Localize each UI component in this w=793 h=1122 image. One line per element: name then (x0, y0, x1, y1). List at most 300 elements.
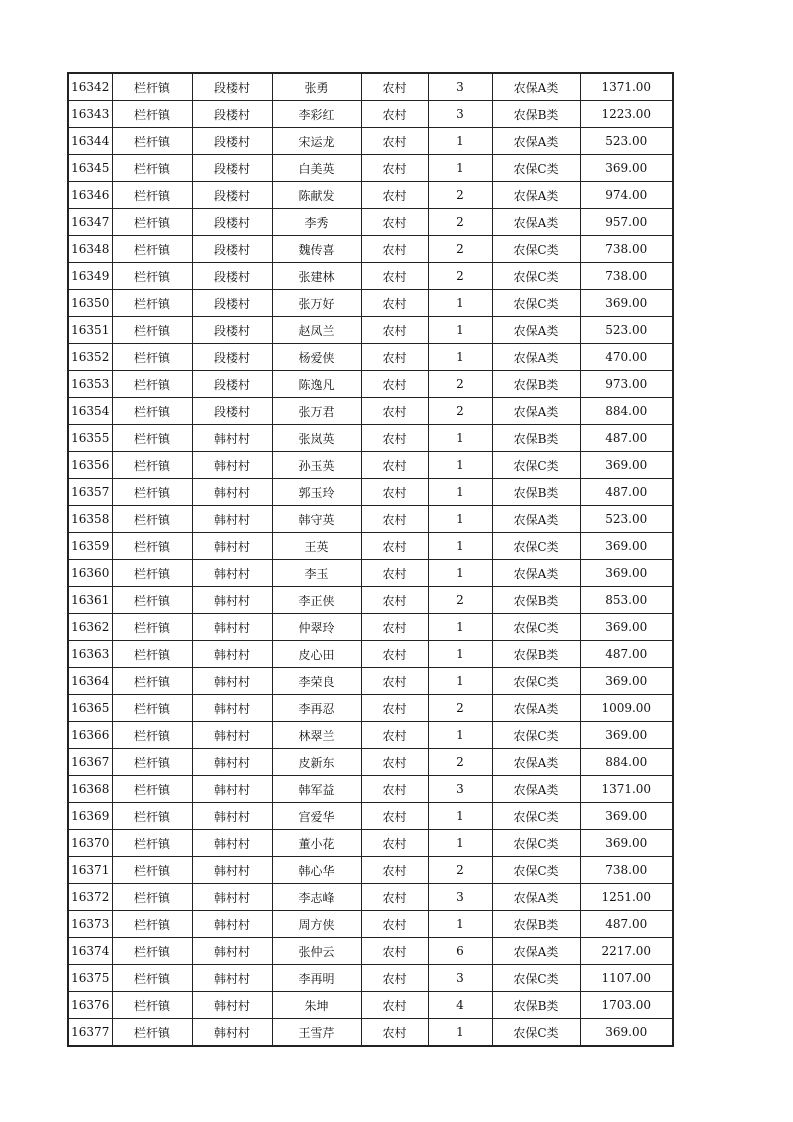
amount-cell: 1703.00 (580, 992, 673, 1019)
record-id-cell: 16360 (68, 560, 112, 587)
insurance-category-cell: 农保B类 (492, 587, 580, 614)
record-id-cell: 16352 (68, 344, 112, 371)
town-cell: 栏杆镇 (112, 722, 192, 749)
name-cell: 皮心田 (272, 641, 361, 668)
household-count-cell: 1 (428, 668, 492, 695)
insurance-category-cell: 农保B类 (492, 479, 580, 506)
record-id-cell: 16344 (68, 128, 112, 155)
record-id-cell: 16359 (68, 533, 112, 560)
insurance-category-cell: 农保C类 (492, 614, 580, 641)
amount-cell: 369.00 (580, 668, 673, 695)
name-cell: 张万好 (272, 290, 361, 317)
household-count-cell: 3 (428, 776, 492, 803)
amount-cell: 523.00 (580, 506, 673, 533)
village-cell: 段楼村 (192, 236, 272, 263)
table-row (68, 884, 673, 911)
area-type-cell: 农村 (361, 425, 428, 452)
table-row (68, 209, 673, 236)
village-cell: 韩村村 (192, 803, 272, 830)
area-type-cell: 农村 (361, 371, 428, 398)
name-cell: 王雪芹 (272, 1019, 361, 1047)
insurance-category-cell: 农保A类 (492, 209, 580, 236)
insurance-category-cell: 农保C类 (492, 290, 580, 317)
household-count-cell: 2 (428, 263, 492, 290)
record-id-cell: 16343 (68, 101, 112, 128)
amount-cell: 738.00 (580, 857, 673, 884)
household-count-cell: 2 (428, 695, 492, 722)
name-cell: 皮新东 (272, 749, 361, 776)
town-cell: 栏杆镇 (112, 479, 192, 506)
village-cell: 韩村村 (192, 533, 272, 560)
name-cell: 韩军益 (272, 776, 361, 803)
village-cell: 段楼村 (192, 290, 272, 317)
village-cell: 段楼村 (192, 317, 272, 344)
amount-cell: 369.00 (580, 290, 673, 317)
insurance-category-cell: 农保A类 (492, 776, 580, 803)
household-count-cell: 2 (428, 209, 492, 236)
household-count-cell: 2 (428, 749, 492, 776)
insurance-category-cell: 农保B类 (492, 911, 580, 938)
area-type-cell: 农村 (361, 128, 428, 155)
insurance-category-cell: 农保C类 (492, 857, 580, 884)
household-count-cell: 1 (428, 452, 492, 479)
insurance-category-cell: 农保A类 (492, 938, 580, 965)
amount-cell: 369.00 (580, 155, 673, 182)
amount-cell: 470.00 (580, 344, 673, 371)
record-id-cell: 16356 (68, 452, 112, 479)
amount-cell: 487.00 (580, 641, 673, 668)
name-cell: 韩守英 (272, 506, 361, 533)
village-cell: 段楼村 (192, 209, 272, 236)
amount-cell: 369.00 (580, 722, 673, 749)
household-count-cell: 2 (428, 371, 492, 398)
village-cell: 韩村村 (192, 911, 272, 938)
insurance-category-cell: 农保C类 (492, 965, 580, 992)
name-cell: 周方侠 (272, 911, 361, 938)
name-cell: 张万君 (272, 398, 361, 425)
record-id-cell: 16350 (68, 290, 112, 317)
village-cell: 段楼村 (192, 371, 272, 398)
amount-cell: 1107.00 (580, 965, 673, 992)
insurance-category-cell: 农保A类 (492, 506, 580, 533)
town-cell: 栏杆镇 (112, 101, 192, 128)
table-row (68, 452, 673, 479)
village-cell: 韩村村 (192, 641, 272, 668)
insurance-category-cell: 农保C类 (492, 236, 580, 263)
name-cell: 张建林 (272, 263, 361, 290)
town-cell: 栏杆镇 (112, 371, 192, 398)
table-row (68, 776, 673, 803)
table-row (68, 641, 673, 668)
town-cell: 栏杆镇 (112, 344, 192, 371)
table-row (68, 668, 673, 695)
insurance-category-cell: 农保A类 (492, 73, 580, 101)
name-cell: 白美英 (272, 155, 361, 182)
insurance-category-cell: 农保A类 (492, 749, 580, 776)
table-row (68, 398, 673, 425)
area-type-cell: 农村 (361, 830, 428, 857)
insurance-category-cell: 农保C类 (492, 452, 580, 479)
table-row (68, 290, 673, 317)
table-row (68, 182, 673, 209)
amount-cell: 487.00 (580, 911, 673, 938)
record-id-cell: 16349 (68, 263, 112, 290)
table-row (68, 73, 673, 101)
table-row (68, 371, 673, 398)
record-id-cell: 16347 (68, 209, 112, 236)
insurance-category-cell: 农保C类 (492, 155, 580, 182)
insurance-category-cell: 农保B类 (492, 641, 580, 668)
record-id-cell: 16346 (68, 182, 112, 209)
village-cell: 段楼村 (192, 101, 272, 128)
amount-cell: 523.00 (580, 317, 673, 344)
table-row (68, 1019, 673, 1047)
household-count-cell: 1 (428, 506, 492, 533)
town-cell: 栏杆镇 (112, 560, 192, 587)
record-id-cell: 16364 (68, 668, 112, 695)
area-type-cell: 农村 (361, 317, 428, 344)
amount-cell: 738.00 (580, 236, 673, 263)
town-cell: 栏杆镇 (112, 1019, 192, 1047)
village-cell: 韩村村 (192, 965, 272, 992)
area-type-cell: 农村 (361, 209, 428, 236)
area-type-cell: 农村 (361, 695, 428, 722)
name-cell: 朱坤 (272, 992, 361, 1019)
table-row (68, 722, 673, 749)
village-cell: 韩村村 (192, 425, 272, 452)
household-count-cell: 1 (428, 641, 492, 668)
amount-cell: 1251.00 (580, 884, 673, 911)
town-cell: 栏杆镇 (112, 776, 192, 803)
table-body (68, 73, 673, 1046)
table-row (68, 344, 673, 371)
town-cell: 栏杆镇 (112, 317, 192, 344)
name-cell: 孙玉英 (272, 452, 361, 479)
name-cell: 李秀 (272, 209, 361, 236)
amount-cell: 369.00 (580, 533, 673, 560)
area-type-cell: 农村 (361, 101, 428, 128)
table-row (68, 965, 673, 992)
name-cell: 陈逸凡 (272, 371, 361, 398)
area-type-cell: 农村 (361, 155, 428, 182)
table-row (68, 695, 673, 722)
amount-cell: 369.00 (580, 560, 673, 587)
area-type-cell: 农村 (361, 560, 428, 587)
area-type-cell: 农村 (361, 1019, 428, 1047)
insurance-category-cell: 农保A类 (492, 884, 580, 911)
household-count-cell: 1 (428, 533, 492, 560)
amount-cell: 369.00 (580, 830, 673, 857)
town-cell: 栏杆镇 (112, 263, 192, 290)
town-cell: 栏杆镇 (112, 290, 192, 317)
area-type-cell: 农村 (361, 884, 428, 911)
village-cell: 韩村村 (192, 695, 272, 722)
name-cell: 张勇 (272, 73, 361, 101)
town-cell: 栏杆镇 (112, 641, 192, 668)
record-id-cell: 16361 (68, 587, 112, 614)
household-count-cell: 1 (428, 911, 492, 938)
table-row (68, 425, 673, 452)
record-id-cell: 16351 (68, 317, 112, 344)
village-cell: 韩村村 (192, 857, 272, 884)
area-type-cell: 农村 (361, 344, 428, 371)
amount-cell: 884.00 (580, 398, 673, 425)
insurance-category-cell: 农保A类 (492, 317, 580, 344)
amount-cell: 957.00 (580, 209, 673, 236)
insurance-category-cell: 农保C类 (492, 533, 580, 560)
household-count-cell: 2 (428, 236, 492, 263)
insurance-category-cell: 农保C类 (492, 722, 580, 749)
town-cell: 栏杆镇 (112, 992, 192, 1019)
table-row (68, 155, 673, 182)
town-cell: 栏杆镇 (112, 965, 192, 992)
table-row (68, 479, 673, 506)
table-row (68, 263, 673, 290)
household-count-cell: 1 (428, 803, 492, 830)
name-cell: 张岚英 (272, 425, 361, 452)
town-cell: 栏杆镇 (112, 128, 192, 155)
household-count-cell: 2 (428, 587, 492, 614)
amount-cell: 369.00 (580, 803, 673, 830)
record-id-cell: 16369 (68, 803, 112, 830)
insurance-category-cell: 农保A类 (492, 182, 580, 209)
town-cell: 栏杆镇 (112, 587, 192, 614)
village-cell: 韩村村 (192, 722, 272, 749)
amount-cell: 487.00 (580, 479, 673, 506)
village-cell: 韩村村 (192, 749, 272, 776)
household-count-cell: 1 (428, 722, 492, 749)
town-cell: 栏杆镇 (112, 911, 192, 938)
record-id-cell: 16370 (68, 830, 112, 857)
area-type-cell: 农村 (361, 614, 428, 641)
table-row (68, 101, 673, 128)
amount-cell: 2217.00 (580, 938, 673, 965)
name-cell: 董小花 (272, 830, 361, 857)
household-count-cell: 1 (428, 560, 492, 587)
town-cell: 栏杆镇 (112, 155, 192, 182)
table-row (68, 911, 673, 938)
table-row (68, 830, 673, 857)
area-type-cell: 农村 (361, 749, 428, 776)
town-cell: 栏杆镇 (112, 614, 192, 641)
area-type-cell: 农村 (361, 911, 428, 938)
area-type-cell: 农村 (361, 73, 428, 101)
town-cell: 栏杆镇 (112, 857, 192, 884)
table-row (68, 938, 673, 965)
name-cell: 宋运龙 (272, 128, 361, 155)
town-cell: 栏杆镇 (112, 938, 192, 965)
data-table (67, 72, 674, 1047)
name-cell: 宫爱华 (272, 803, 361, 830)
town-cell: 栏杆镇 (112, 209, 192, 236)
household-count-cell: 1 (428, 128, 492, 155)
area-type-cell: 农村 (361, 641, 428, 668)
record-id-cell: 16376 (68, 992, 112, 1019)
household-count-cell: 1 (428, 425, 492, 452)
area-type-cell: 农村 (361, 479, 428, 506)
household-count-cell: 3 (428, 965, 492, 992)
village-cell: 韩村村 (192, 668, 272, 695)
table-row (68, 749, 673, 776)
amount-cell: 1371.00 (580, 776, 673, 803)
area-type-cell: 农村 (361, 803, 428, 830)
town-cell: 栏杆镇 (112, 884, 192, 911)
town-cell: 栏杆镇 (112, 533, 192, 560)
record-id-cell: 16373 (68, 911, 112, 938)
village-cell: 韩村村 (192, 992, 272, 1019)
household-count-cell: 1 (428, 344, 492, 371)
record-id-cell: 16355 (68, 425, 112, 452)
record-id-cell: 16365 (68, 695, 112, 722)
table-row (68, 533, 673, 560)
town-cell: 栏杆镇 (112, 749, 192, 776)
town-cell: 栏杆镇 (112, 506, 192, 533)
village-cell: 韩村村 (192, 830, 272, 857)
household-count-cell: 1 (428, 155, 492, 182)
town-cell: 栏杆镇 (112, 695, 192, 722)
table-row (68, 236, 673, 263)
household-count-cell: 3 (428, 884, 492, 911)
town-cell: 栏杆镇 (112, 425, 192, 452)
area-type-cell: 农村 (361, 722, 428, 749)
household-count-cell: 1 (428, 1019, 492, 1047)
town-cell: 栏杆镇 (112, 668, 192, 695)
area-type-cell: 农村 (361, 290, 428, 317)
record-id-cell: 16371 (68, 857, 112, 884)
area-type-cell: 农村 (361, 938, 428, 965)
household-count-cell: 4 (428, 992, 492, 1019)
insurance-category-cell: 农保C类 (492, 263, 580, 290)
area-type-cell: 农村 (361, 668, 428, 695)
record-id-cell: 16368 (68, 776, 112, 803)
record-id-cell: 16372 (68, 884, 112, 911)
village-cell: 段楼村 (192, 398, 272, 425)
village-cell: 韩村村 (192, 614, 272, 641)
village-cell: 韩村村 (192, 938, 272, 965)
area-type-cell: 农村 (361, 182, 428, 209)
name-cell: 陈献发 (272, 182, 361, 209)
household-count-cell: 2 (428, 182, 492, 209)
village-cell: 段楼村 (192, 128, 272, 155)
record-id-cell: 16375 (68, 965, 112, 992)
record-id-cell: 16354 (68, 398, 112, 425)
table-row (68, 803, 673, 830)
insurance-category-cell: 农保C类 (492, 830, 580, 857)
town-cell: 栏杆镇 (112, 236, 192, 263)
insurance-category-cell: 农保B类 (492, 425, 580, 452)
amount-cell: 1009.00 (580, 695, 673, 722)
village-cell: 段楼村 (192, 344, 272, 371)
area-type-cell: 农村 (361, 398, 428, 425)
record-id-cell: 16377 (68, 1019, 112, 1047)
household-count-cell: 2 (428, 398, 492, 425)
town-cell: 栏杆镇 (112, 830, 192, 857)
insurance-category-cell: 农保C类 (492, 1019, 580, 1047)
name-cell: 仲翠玲 (272, 614, 361, 641)
name-cell: 杨爱侠 (272, 344, 361, 371)
amount-cell: 369.00 (580, 452, 673, 479)
record-id-cell: 16362 (68, 614, 112, 641)
record-id-cell: 16367 (68, 749, 112, 776)
insurance-category-cell: 农保B类 (492, 371, 580, 398)
insurance-category-cell: 农保A类 (492, 398, 580, 425)
household-count-cell: 6 (428, 938, 492, 965)
record-id-cell: 16342 (68, 73, 112, 101)
record-id-cell: 16363 (68, 641, 112, 668)
name-cell: 李再明 (272, 965, 361, 992)
amount-cell: 1371.00 (580, 73, 673, 101)
name-cell: 魏传喜 (272, 236, 361, 263)
record-id-cell: 16357 (68, 479, 112, 506)
table-row (68, 128, 673, 155)
insurance-category-cell: 农保A类 (492, 695, 580, 722)
household-count-cell: 1 (428, 317, 492, 344)
table-row (68, 614, 673, 641)
table-row (68, 506, 673, 533)
amount-cell: 853.00 (580, 587, 673, 614)
area-type-cell: 农村 (361, 857, 428, 884)
village-cell: 韩村村 (192, 452, 272, 479)
village-cell: 韩村村 (192, 506, 272, 533)
village-cell: 韩村村 (192, 587, 272, 614)
amount-cell: 974.00 (580, 182, 673, 209)
amount-cell: 1223.00 (580, 101, 673, 128)
area-type-cell: 农村 (361, 965, 428, 992)
name-cell: 李志峰 (272, 884, 361, 911)
household-count-cell: 1 (428, 479, 492, 506)
name-cell: 李荣良 (272, 668, 361, 695)
name-cell: 张仲云 (272, 938, 361, 965)
household-count-cell: 1 (428, 614, 492, 641)
table-row (68, 560, 673, 587)
name-cell: 韩心华 (272, 857, 361, 884)
table-row (68, 857, 673, 884)
town-cell: 栏杆镇 (112, 452, 192, 479)
town-cell: 栏杆镇 (112, 803, 192, 830)
area-type-cell: 农村 (361, 263, 428, 290)
insurance-category-cell: 农保C类 (492, 803, 580, 830)
area-type-cell: 农村 (361, 533, 428, 560)
village-cell: 段楼村 (192, 73, 272, 101)
name-cell: 林翠兰 (272, 722, 361, 749)
name-cell: 赵凤兰 (272, 317, 361, 344)
amount-cell: 884.00 (580, 749, 673, 776)
insurance-category-cell: 农保B类 (492, 992, 580, 1019)
household-count-cell: 2 (428, 857, 492, 884)
amount-cell: 738.00 (580, 263, 673, 290)
name-cell: 郭玉玲 (272, 479, 361, 506)
record-id-cell: 16374 (68, 938, 112, 965)
insurance-category-cell: 农保B类 (492, 101, 580, 128)
record-id-cell: 16366 (68, 722, 112, 749)
table-row (68, 587, 673, 614)
area-type-cell: 农村 (361, 776, 428, 803)
record-id-cell: 16353 (68, 371, 112, 398)
record-id-cell: 16345 (68, 155, 112, 182)
area-type-cell: 农村 (361, 587, 428, 614)
village-cell: 韩村村 (192, 776, 272, 803)
town-cell: 栏杆镇 (112, 398, 192, 425)
village-cell: 韩村村 (192, 479, 272, 506)
name-cell: 李正侠 (272, 587, 361, 614)
insurance-category-cell: 农保A类 (492, 128, 580, 155)
amount-cell: 973.00 (580, 371, 673, 398)
area-type-cell: 农村 (361, 506, 428, 533)
village-cell: 段楼村 (192, 155, 272, 182)
insurance-category-cell: 农保A类 (492, 560, 580, 587)
name-cell: 李彩红 (272, 101, 361, 128)
village-cell: 韩村村 (192, 560, 272, 587)
